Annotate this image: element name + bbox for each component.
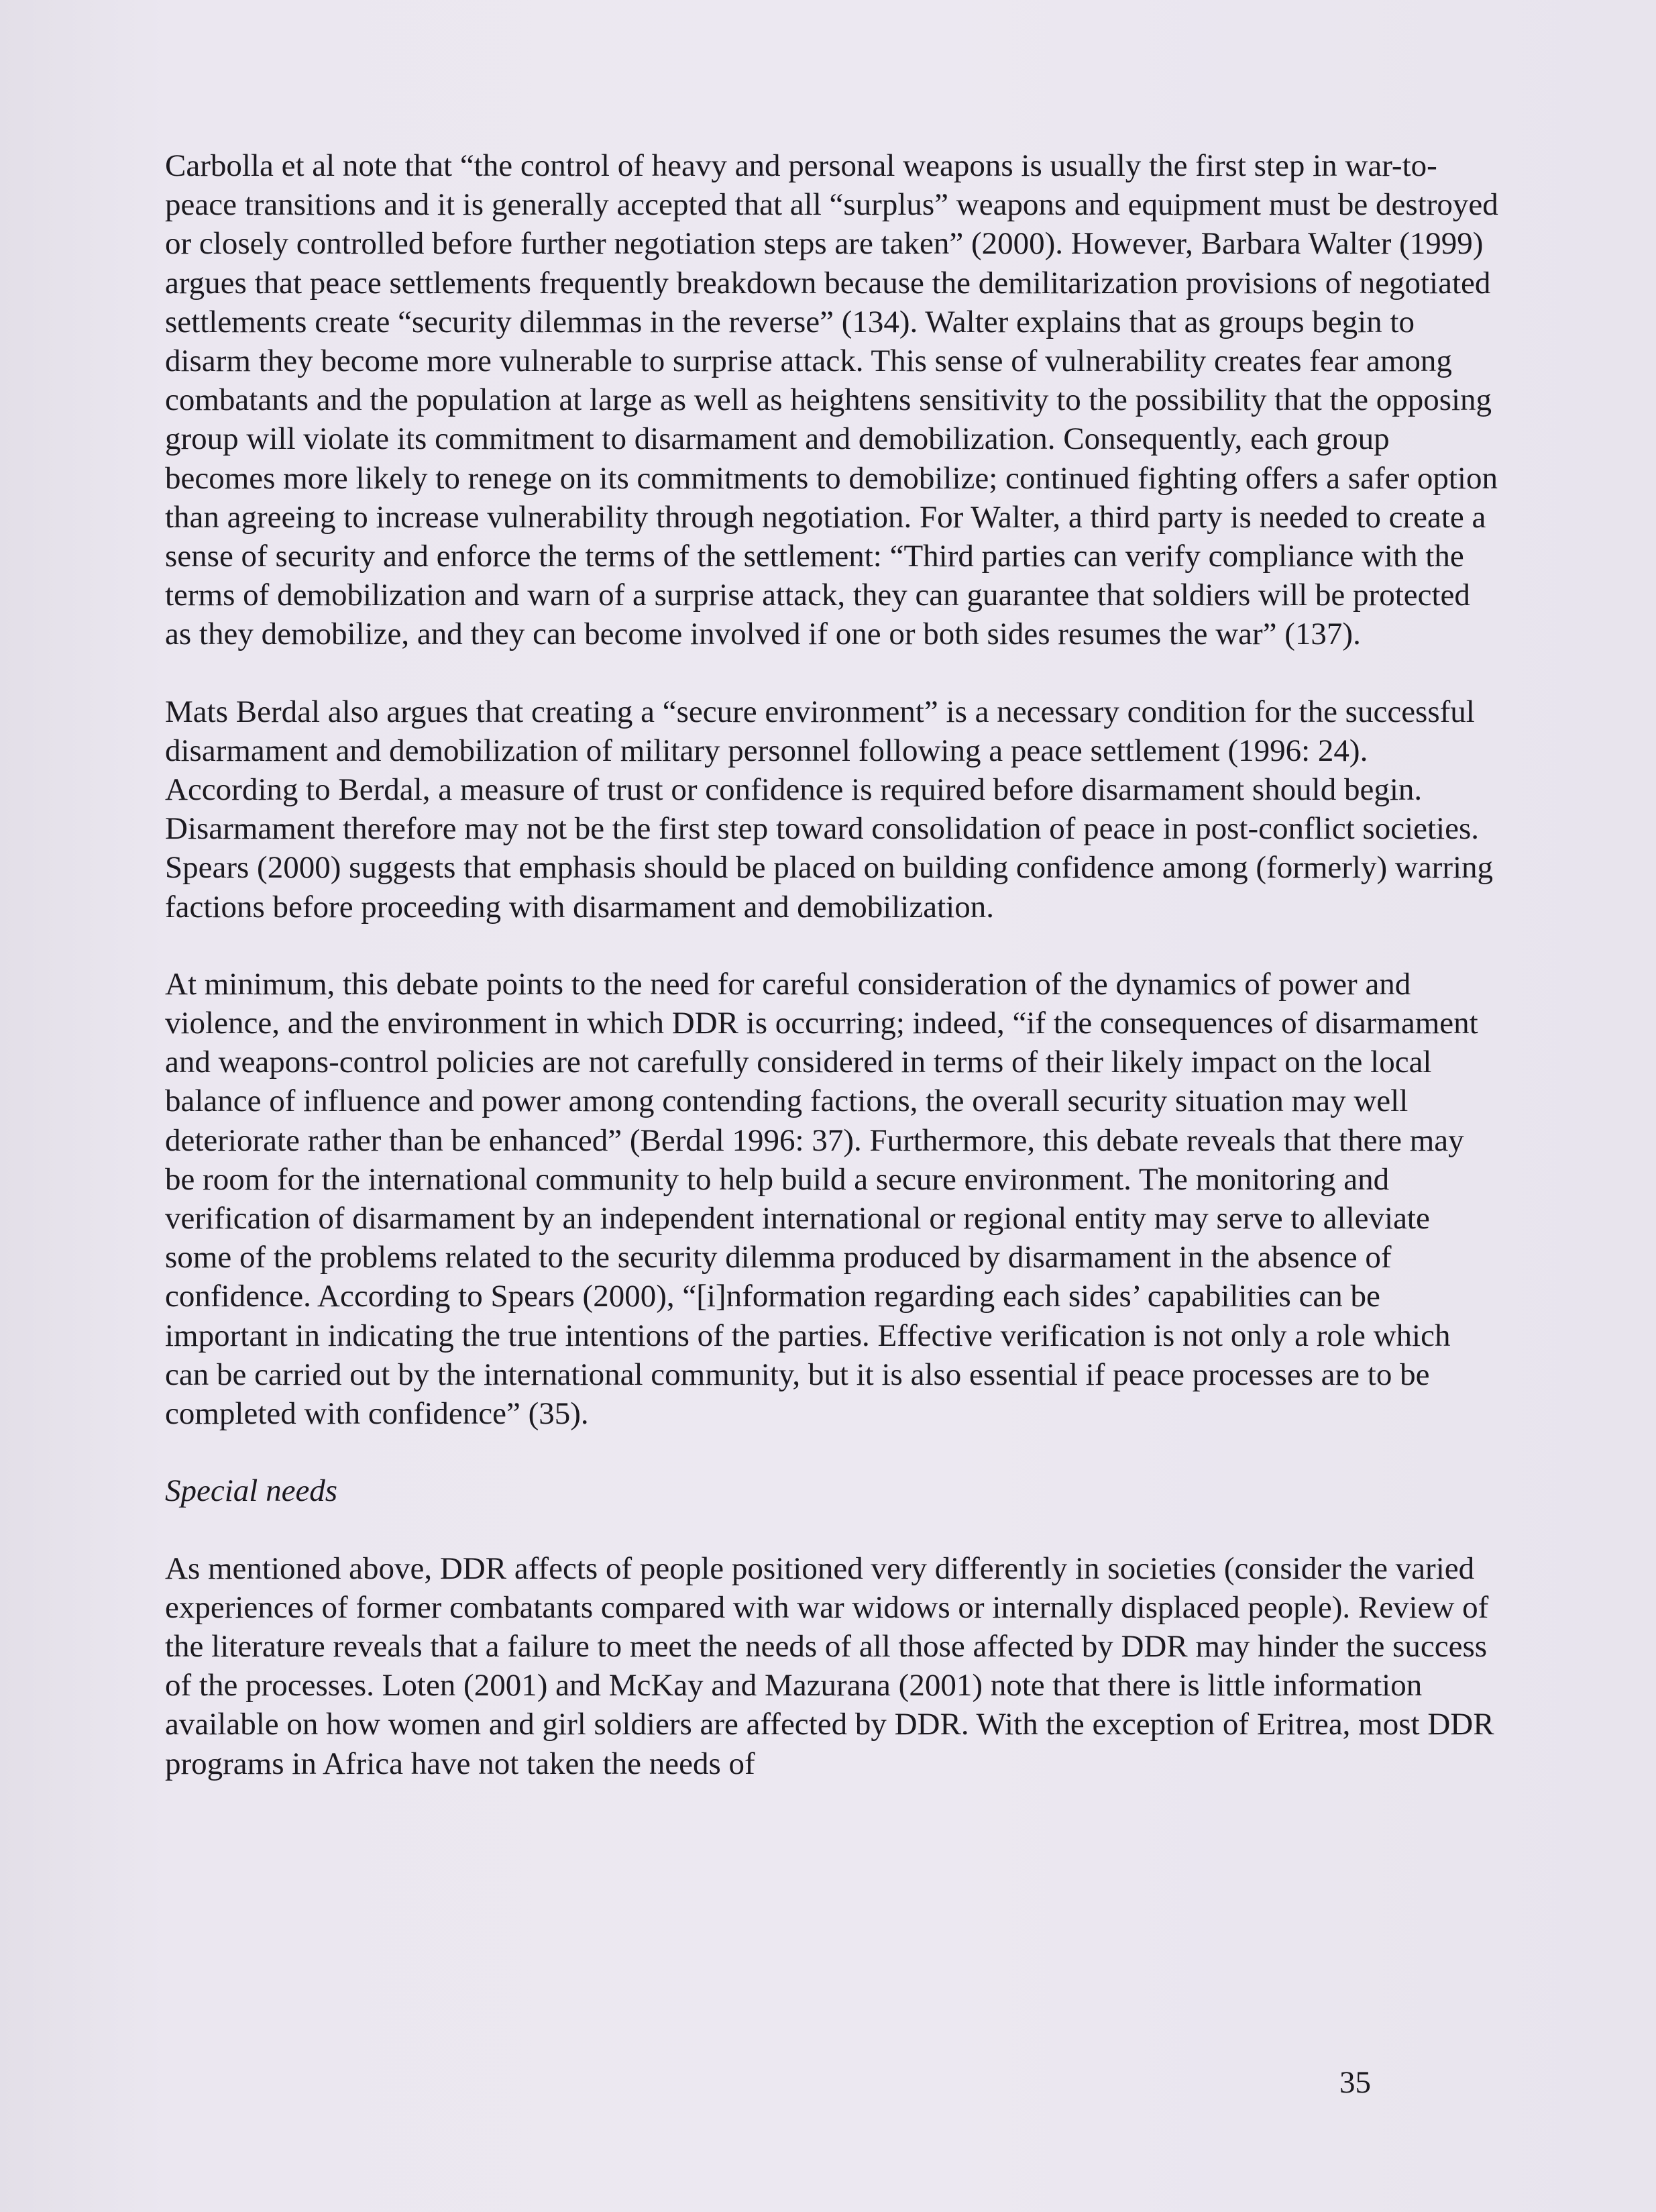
paragraph-spacer [165,654,1500,692]
body-text [165,146,1500,1783]
paragraph-1: Carbolla et al note that “the control of heavy and personal weapons is usually the first step in war-to-peace transitions and it is generally accepted that all “surplus” weapons and equipment must be destroyed or closely controlled before further negotiation steps are taken” (2000). However, Barbara Walter (1999) argues that peace settlements frequently breakdown because the demilitarization provisions of negotiated settlements create “security dilemmas in the reverse” (134). Walter explains that as groups begin to disarm they become more vulnerable to surprise attack. This sense of vulnerability creates fear among combatants and the population at large as well as heightens sensitivity to the possibility that the opposing group will violate its commitment to disarmament and demobilization. Consequently, each group becomes more likely to renege on its commitments to demobilize; continued fighting offers a safer option than agreeing to increase vulnerability through negotiation. For Walter, a third party is needed to create a sense of security and enforce the terms of the settlement: “Third parties can verify compliance with the terms of demobilization and warn of a surprise attack, they can guarantee that soldiers will be protected as they demobilize, and they can become involved if one or both sides resumes the war” (137). [165,148,1498,652]
paragraph-spacer [165,927,1500,965]
paragraph-spacer [165,1433,1500,1471]
paragraph-spacer [165,1511,1500,1549]
section-paragraph: As mentioned above, DDR affects of people positioned very differently in societies (consider the varied experiences of former combatants compared with war widows or internally displaced people). Review of the literature reveals that a failure to meet the needs of all those affected by DDR may hinder the success of the processes. Loten (2001) and McKay and Mazurana (2001) note that there is little information available on how women and girl soldiers are affected by DDR. With the exception of Eritrea, most DDR programs in Africa have not taken the needs of [165,1550,1494,1781]
section-heading: Special needs [165,1473,338,1509]
paragraph-2: Mats Berdal also argues that creating a “secure environment” is a necessary condition for the successful disarmament and demobilization of military personnel following a peace settlement (1996: 24). According to Berdal, a measure of trust or confidence is required before disarmament should begin. Disarmament therefore may not be the first step toward consolidation of peace in post-conflict societies. Spears (2000) suggests that emphasis should be placed on building confidence among (formerly) warring factions before proceeding with disarmament and demobilization. [165,694,1494,925]
page-number: 35 [1339,2065,1371,2100]
paragraph-3: At minimum, this debate points to the need for careful consideration of the dynamics of power and violence, and the environment in which DDR is occurring; indeed, “if the consequences of disarmament and weapons-control policies are not carefully considered in terms of their likely impact on the local balance of influence and power among contending factions, the overall security situation may well deteriorate rather than be enhanced” (Berdal 1996: 37). Furthermore, this debate reveals that there may be room for the international community to help build a secure environment. The monitoring and verification of disarmament by an independent international or regional entity may serve to alleviate some of the problems related to the security dilemma produced by disarmament in the absence of confidence. According to Spears (2000), “[i]nformation regarding each sides’ capabilities can be important in indicating the true intentions of the parties. Effective verification is not only a role which can be carried out by the international community, but it is also essential if peace processes are to be completed with confidence” (35). [165,966,1478,1432]
